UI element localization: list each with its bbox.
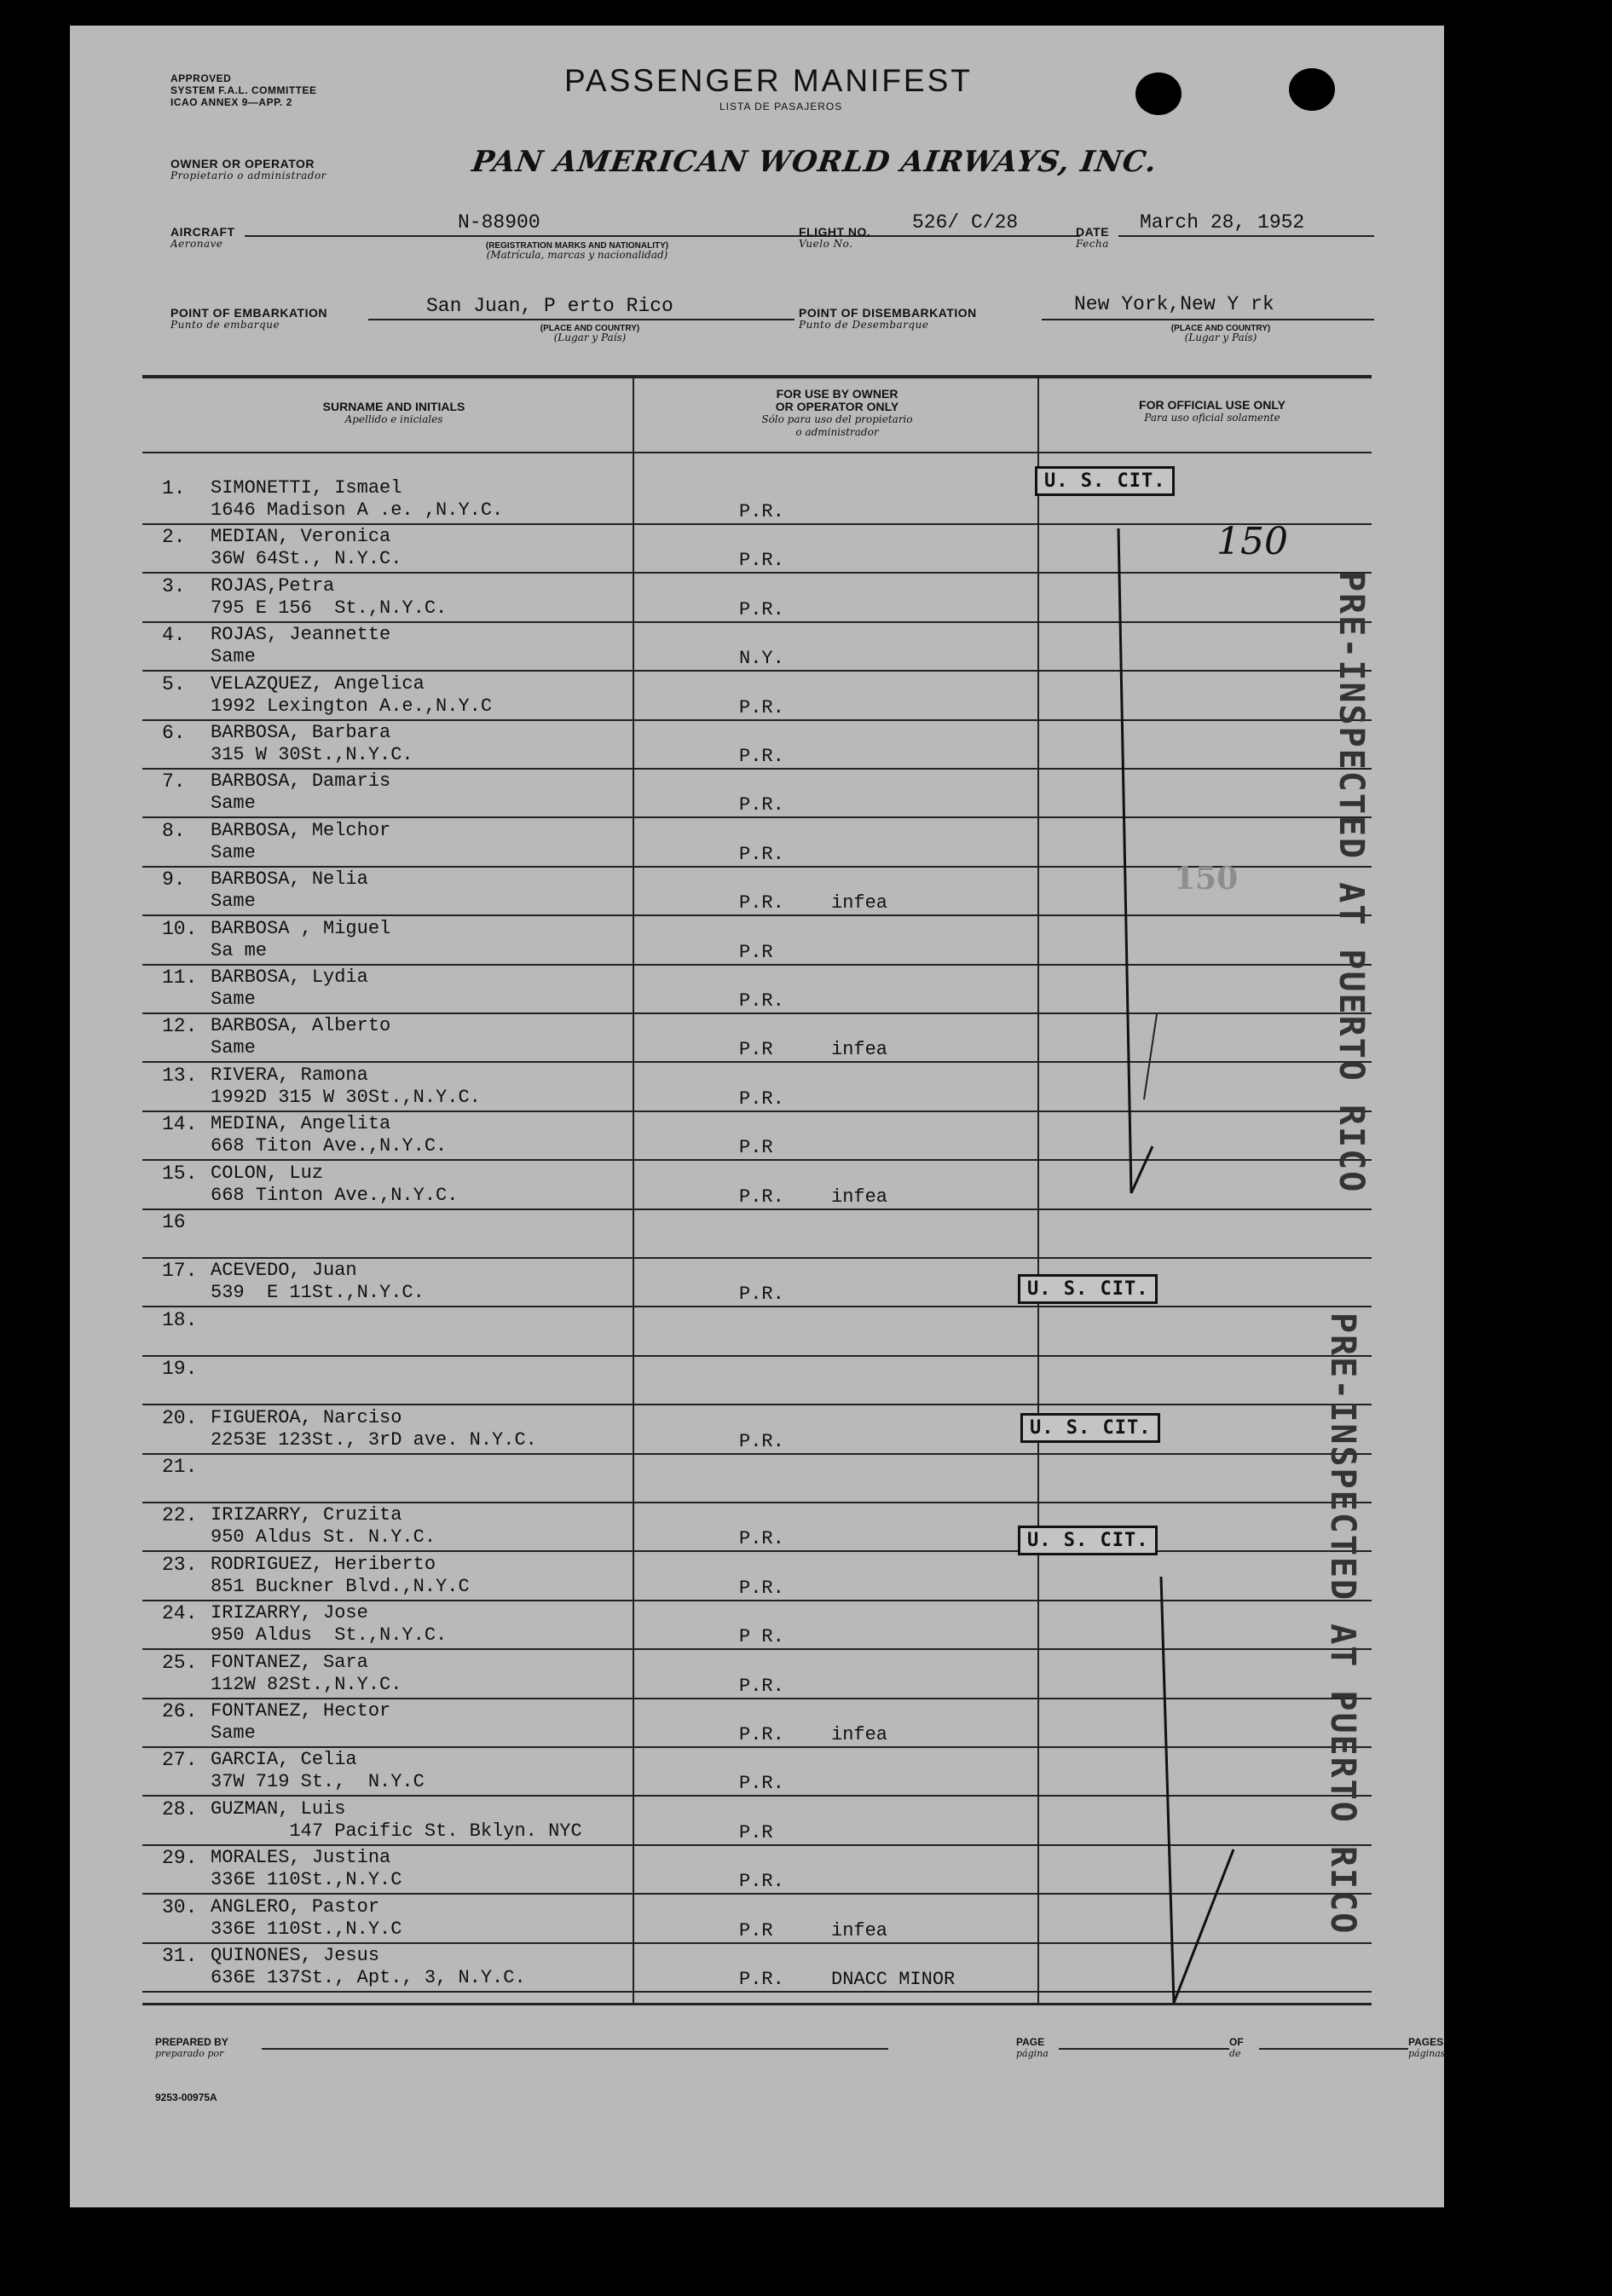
approval-line: APPROVED [170, 72, 232, 84]
row-number: 9. [162, 868, 186, 891]
passenger-address: 1992D 315 W 30St.,N.Y.C. [211, 1087, 481, 1108]
passenger-name: MEDINA, Angelita [211, 1113, 391, 1134]
manifest-title: PASSENGER MANIFEST [564, 63, 973, 98]
of-label: OF de [1229, 2036, 1244, 2059]
preinspected-stamp: PRE-INSPECTED AT PUERTO RICO [1332, 571, 1371, 1194]
owner-note: infea [831, 1039, 888, 1060]
owner-note: infea [831, 1186, 888, 1208]
passenger-address: 1992 Lexington A.e.,N.Y.C [211, 695, 493, 717]
faint-stamped-number: 150 [1174, 861, 1239, 897]
row-divider [142, 1355, 1372, 1357]
row-divider [142, 1550, 1372, 1552]
passenger-address: Same [211, 646, 256, 667]
owner-code: P.R. [739, 892, 784, 914]
owner-code: P.R [739, 1039, 773, 1060]
owner-code: P.R. [739, 1528, 784, 1549]
disembarkation-underline [1042, 319, 1374, 320]
date-label: DATE Fecha [1076, 225, 1110, 250]
aircraft-caption: (REGISTRATION MARKS AND NATIONALITY) (Matrícula, marcas y nacionalidad) [485, 241, 669, 261]
airline-name: PAN AMERICAN WORLD AIRWAYS, INC. [470, 145, 1159, 179]
passenger-name: VELAZQUEZ, Angelica [211, 673, 425, 695]
disembarkation-caption: (PLACE AND COUNTRY) (Lugar y País) [1170, 324, 1271, 343]
row-number: 24. [162, 1602, 198, 1624]
passenger-name: COLON, Luz [211, 1162, 324, 1184]
owner-code: P.R. [739, 697, 784, 718]
us-cit-stamp: U. S. CIT. [1018, 1274, 1158, 1304]
us-cit-stamp: U. S. CIT. [1018, 1526, 1158, 1555]
owner-code: P.R. [739, 599, 784, 620]
approval-line: SYSTEM F.A.L. COMMITTEE [170, 84, 317, 96]
row-number: 31. [162, 1945, 198, 1967]
passenger-address: 336E 110St.,N.Y.C [211, 1918, 402, 1940]
owner-code: P.R. [739, 1284, 784, 1305]
row-number: 15. [162, 1162, 198, 1185]
passenger-address: Same [211, 793, 256, 814]
disembarkation-value: New York,New Y rk [1074, 293, 1274, 315]
passenger-address: 36W 64St., N.Y.C. [211, 548, 402, 569]
owner-code: P.R. [739, 501, 784, 522]
passenger-name: RODRIGUEZ, Heriberto [211, 1554, 436, 1575]
passenger-name: MEDIAN, Veronica [211, 526, 391, 547]
aircraft-underline [245, 235, 875, 237]
passenger-name: FIGUEROA, Narciso [211, 1407, 402, 1428]
passenger-address: 1646 Madison A .e. ,N.Y.C. [211, 499, 504, 521]
approval-line: ICAO ANNEX 9—APP. 2 [170, 96, 292, 108]
passenger-address: 2253E 123St., 3rD ave. N.Y.C. [211, 1429, 537, 1451]
column-header-official-use: FOR OFFICIAL USE ONLY Para uso oficial solamente [1139, 398, 1286, 424]
owner-note: DNACC MINOR [831, 1969, 956, 1990]
us-cit-stamp: U. S. CIT. [1035, 466, 1175, 496]
owner-code: P.R [739, 1137, 773, 1158]
table-header-rule [142, 452, 1372, 453]
page-line [1059, 2048, 1229, 2050]
owner-note: infea [831, 892, 888, 914]
passenger-name: GARCIA, Celia [211, 1749, 357, 1770]
prepared-by-label: PREPARED BY preparado por [155, 2036, 228, 2059]
row-number: 7. [162, 770, 186, 793]
owner-code: P.R. [739, 1676, 784, 1697]
owner-code: P.R. [739, 1871, 784, 1892]
row-divider [142, 1306, 1372, 1307]
owner-code: P.R. [739, 990, 784, 1012]
passenger-name: RIVERA, Ramona [211, 1064, 368, 1086]
passenger-address: 950 Aldus St.,N.Y.C. [211, 1624, 448, 1646]
row-number: 8. [162, 820, 186, 842]
owner-note: infea [831, 1920, 888, 1941]
aircraft-value: N-88900 [458, 211, 540, 234]
punch-hole [1289, 68, 1335, 111]
row-number: 21. [162, 1456, 198, 1478]
owner-code: P.R. [739, 1186, 784, 1208]
manifest-subtitle: LISTA DE PASAJEROS [719, 101, 843, 112]
owner-note: infea [831, 1724, 888, 1745]
row-number: 25. [162, 1652, 198, 1674]
aircraft-label: AIRCRAFT Aeronave [170, 225, 235, 250]
passenger-address: 37W 719 St., N.Y.C [211, 1771, 425, 1792]
passenger-address: 147 Pacific St. Bklyn. NYC [211, 1820, 582, 1842]
passenger-address: Same [211, 989, 256, 1010]
flight-underline [875, 235, 1080, 237]
row-divider [142, 1404, 1372, 1405]
row-number: 6. [162, 722, 186, 744]
owner-code: P.R. [739, 1431, 784, 1452]
embarkation-caption: (PLACE AND COUNTRY) (Lugar y País) [540, 324, 640, 343]
check-mark [1093, 1560, 1263, 2037]
preinspected-stamp: PRE-INSPECTED AT PUERTO RICO [1323, 1312, 1362, 1935]
row-number: 18. [162, 1309, 198, 1331]
owner-code: N.Y. [739, 648, 784, 669]
passenger-address: 539 E 11St.,N.Y.C. [211, 1282, 425, 1303]
passenger-address: 851 Buckner Blvd.,N.Y.C [211, 1576, 470, 1597]
check-mark [1050, 520, 1238, 1219]
owner-code: P.R. [739, 1969, 784, 1990]
owner-code: P.R. [739, 1724, 784, 1745]
passenger-address: Same [211, 891, 256, 912]
passenger-name: BARBOSA, Alberto [211, 1015, 391, 1036]
us-cit-stamp: U. S. CIT. [1020, 1413, 1160, 1443]
passenger-name: BARBOSA, Lydia [211, 966, 368, 988]
flight-value: 526/ C/28 [912, 211, 1019, 234]
row-number: 12. [162, 1015, 198, 1037]
column-header-owner-use: FOR USE BY OWNER OR OPERATOR ONLY Sólo para uso del propietario o administrador [761, 387, 913, 438]
row-number: 2. [162, 526, 186, 548]
row-number: 5. [162, 673, 186, 695]
row-divider [142, 1453, 1372, 1455]
row-number: 4. [162, 624, 186, 646]
page-label: PAGE página [1016, 2036, 1049, 2059]
embarkation-value: San Juan, P erto Rico [426, 295, 673, 317]
owner-code: P.R. [739, 550, 784, 571]
row-divider [142, 1502, 1372, 1503]
passenger-address: Same [211, 1722, 256, 1744]
passenger-address: Same [211, 842, 256, 863]
form-number: 9253-00975A [155, 2091, 217, 2103]
passenger-address: 950 Aldus St. N.Y.C. [211, 1526, 436, 1548]
passenger-address: Sa me [211, 940, 268, 961]
row-divider [142, 1257, 1372, 1259]
embarkation-underline [368, 319, 794, 320]
passenger-name: SIMONETTI, Ismael [211, 477, 402, 499]
of-line [1259, 2048, 1408, 2050]
row-number: 26. [162, 1700, 198, 1722]
passenger-name: ACEVEDO, Juan [211, 1260, 357, 1281]
table-top-rule [142, 375, 1372, 378]
owner-code: P.R. [739, 1578, 784, 1599]
row-number: 10. [162, 918, 198, 940]
row-number: 13. [162, 1064, 198, 1087]
passenger-address: 795 E 156 St.,N.Y.C. [211, 597, 448, 619]
passenger-name: IRIZARRY, Cruzita [211, 1504, 402, 1526]
passenger-name: FONTANEZ, Hector [211, 1700, 391, 1722]
passenger-name: BARBOSA, Nelia [211, 868, 368, 890]
row-number: 1. [162, 477, 186, 499]
row-number: 16 [162, 1211, 186, 1233]
owner-code: P.R. [739, 794, 784, 816]
passenger-address: 668 Tinton Ave.,N.Y.C. [211, 1185, 459, 1206]
passenger-name: ROJAS,Petra [211, 575, 335, 597]
passenger-address: 315 W 30St.,N.Y.C. [211, 744, 413, 765]
owner-code: P.R. [739, 1088, 784, 1110]
passenger-name: FONTANEZ, Sara [211, 1652, 368, 1673]
passenger-address: 112W 82St.,N.Y.C. [211, 1674, 402, 1695]
row-number: 23. [162, 1554, 198, 1576]
row-number: 20. [162, 1407, 198, 1429]
owner-code: P.R [739, 1920, 773, 1941]
column-header-names: SURNAME AND INITIALS Apellido e iniciales [322, 400, 465, 425]
owner-code: P.R. [739, 844, 784, 865]
row-number: 3. [162, 575, 186, 597]
passenger-address: 336E 110St.,N.Y.C [211, 1869, 402, 1890]
flight-label: FLIGHT NO. Vuelo No. [799, 225, 871, 250]
owner-code: P.R [739, 942, 773, 963]
passenger-name: QUINONES, Jesus [211, 1945, 380, 1966]
disembarkation-label: POINT OF DISEMBARKATION Punto de Desembarque [799, 306, 977, 331]
owner-code: P.R. [739, 746, 784, 767]
passenger-name: BARBOSA, Melchor [211, 820, 391, 841]
passenger-address: 636E 137St., Apt., 3, N.Y.C. [211, 1967, 526, 1988]
row-number: 14. [162, 1113, 198, 1135]
prepared-by-line [262, 2048, 888, 2050]
date-value: March 28, 1952 [1140, 211, 1305, 234]
row-number: 29. [162, 1847, 198, 1869]
row-number: 17. [162, 1260, 198, 1282]
owner-code: P R. [739, 1626, 784, 1647]
row-number: 27. [162, 1749, 198, 1771]
date-underline [1118, 235, 1374, 237]
passenger-address: 668 Titon Ave.,N.Y.C. [211, 1135, 448, 1157]
row-number: 19. [162, 1358, 198, 1380]
row-number: 22. [162, 1504, 198, 1526]
row-number: 28. [162, 1798, 198, 1820]
manifest-sheet [70, 26, 1444, 2207]
embarkation-label: POINT OF EMBARKATION Punto de embarque [170, 306, 327, 331]
passenger-name: GUZMAN, Luis [211, 1798, 346, 1820]
approval-block [170, 72, 317, 108]
row-number: 30. [162, 1896, 198, 1918]
passenger-name: ROJAS, Jeannette [211, 624, 391, 645]
passenger-name: MORALES, Justina [211, 1847, 391, 1868]
passenger-name: IRIZARRY, Jose [211, 1602, 368, 1624]
owner-label: OWNER OR OPERATOR Propietario o administrador [170, 157, 326, 182]
passenger-name: ANGLERO, Pastor [211, 1896, 380, 1918]
punch-hole [1135, 72, 1182, 115]
passenger-name: BARBOSA , Miguel [211, 918, 391, 939]
passenger-name: BARBOSA, Barbara [211, 722, 391, 743]
owner-code: P.R. [739, 1773, 784, 1794]
handwritten-number: 150 [1216, 520, 1288, 563]
owner-code: P.R [739, 1822, 773, 1843]
pages-label: PAGES páginas [1408, 2036, 1446, 2059]
row-number: 11. [162, 966, 198, 989]
passenger-name: BARBOSA, Damaris [211, 770, 391, 792]
passenger-address: Same [211, 1037, 256, 1059]
